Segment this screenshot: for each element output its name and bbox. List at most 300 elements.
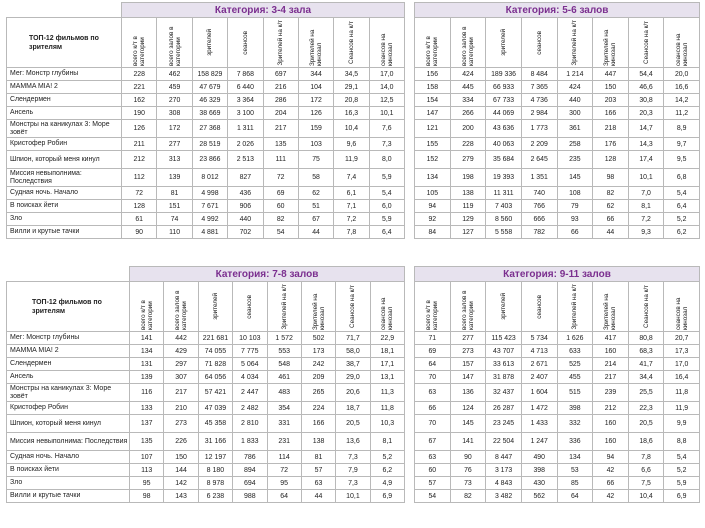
table-cell: 30,8 <box>628 94 664 107</box>
table-cell: 64 <box>267 490 301 503</box>
table-cell: 6 440 <box>228 81 263 94</box>
column-header-label: зрителей <box>211 293 219 320</box>
table-cell: 104 <box>298 81 333 94</box>
table-cell: 54 <box>263 226 298 239</box>
category-title: Категория: 7-8 залов <box>130 267 405 282</box>
panel-category-7-8 <box>6 266 405 503</box>
table-cell: 8,8 <box>664 433 700 451</box>
table-cell: 162 <box>122 94 157 107</box>
film-title: В поисках йети <box>7 200 122 213</box>
table-cell: 60 <box>263 200 298 213</box>
table-cell: 158 <box>415 81 451 94</box>
table-cell: 2 513 <box>228 151 263 169</box>
table-cell: 66 <box>593 213 629 226</box>
column-header <box>263 18 298 68</box>
column-header-label: сеансов <box>246 294 254 319</box>
table-cell: 4 998 <box>192 187 227 200</box>
table-cell: 143 <box>164 490 198 503</box>
table-row <box>7 169 405 187</box>
table-cell: 483 <box>267 384 301 402</box>
table-cell: 10 103 <box>233 332 267 345</box>
column-header <box>593 282 629 332</box>
table-cell: 17,0 <box>664 358 700 371</box>
table-row <box>415 226 700 239</box>
table-cell: 10,1 <box>628 169 664 187</box>
table-row <box>7 68 405 81</box>
category-title: Категория: 9-11 залов <box>415 267 700 282</box>
table-cell: 204 <box>263 107 298 120</box>
table-cell: 553 <box>267 345 301 358</box>
table-cell: 8,0 <box>369 151 404 169</box>
table-row <box>7 226 405 239</box>
table-cell: 8,1 <box>370 433 404 451</box>
table-cell: 214 <box>593 358 629 371</box>
table-cell: 126 <box>298 107 333 120</box>
table-cell: 62 <box>593 200 629 213</box>
table-cell: 69 <box>415 345 451 358</box>
table-cell: 147 <box>415 107 451 120</box>
table-cell: 1 773 <box>521 120 557 138</box>
table-cell: 154 <box>415 94 451 107</box>
table-cell: 141 <box>450 433 486 451</box>
table-cell: 226 <box>164 433 198 451</box>
table-cell: 200 <box>450 120 486 138</box>
column-header <box>415 282 451 332</box>
table-cell: 95 <box>130 477 164 490</box>
table-cell: 110 <box>157 226 192 239</box>
table-cell: 209 <box>301 371 335 384</box>
table-row <box>415 151 700 169</box>
column-header <box>628 282 664 332</box>
table-cell: 3 100 <box>228 107 263 120</box>
table-row <box>7 107 405 120</box>
column-header-label: всего залов в категории <box>460 26 475 66</box>
table-cell: 6,0 <box>369 200 404 213</box>
table-row <box>415 138 700 151</box>
table-cell: 16,4 <box>664 371 700 384</box>
table-cell: 70 <box>415 415 451 433</box>
table-row <box>7 464 405 477</box>
table-cell: 25,5 <box>628 384 664 402</box>
table-cell: 72 <box>267 464 301 477</box>
table-row <box>7 371 405 384</box>
column-header-label: Сеансов на к/т <box>642 21 650 64</box>
column-header-label: Зрителей на к/т <box>280 283 288 330</box>
table-cell: 12 197 <box>198 451 232 464</box>
column-header-label: всего к/т в категории <box>132 36 147 66</box>
table-cell: 424 <box>450 68 486 81</box>
table-cell: 28 519 <box>192 138 227 151</box>
table-cell: 218 <box>593 120 629 138</box>
column-header <box>369 18 404 68</box>
table-row <box>415 451 700 464</box>
blank-cell <box>7 3 122 18</box>
table-row <box>7 151 405 169</box>
film-title: Ансель <box>7 371 130 384</box>
table-cell: 228 <box>450 138 486 151</box>
category-title: Категория: 3-4 зала <box>122 3 405 18</box>
table-cell: 81 <box>301 451 335 464</box>
table-cell: 211 <box>122 138 157 151</box>
column-header <box>521 282 557 332</box>
table-cell: 2 407 <box>521 371 557 384</box>
column-header <box>198 282 232 332</box>
column-header <box>521 18 557 68</box>
panel-category-5-6 <box>414 2 700 239</box>
table-cell: 68,3 <box>628 345 664 358</box>
table-cell: 46 329 <box>192 94 227 107</box>
table-cell: 18,7 <box>336 402 370 415</box>
table-cell: 5,4 <box>369 187 404 200</box>
table-cell: 459 <box>157 81 192 94</box>
table-cell: 64 <box>415 358 451 371</box>
table-cell: 38 669 <box>192 107 227 120</box>
film-title: Монстры на каникулах 3: Море зовёт <box>7 120 122 138</box>
table-cell: 336 <box>557 433 593 451</box>
film-title: Ансель <box>7 107 122 120</box>
table-cell: 57 421 <box>198 384 232 402</box>
table-cell: 11,3 <box>370 384 404 402</box>
table-cell: 138 <box>450 187 486 200</box>
table-cell: 26 287 <box>486 402 522 415</box>
column-header <box>370 282 404 332</box>
table-cell: 4 992 <box>192 213 227 226</box>
table-cell: 8,1 <box>628 200 664 213</box>
table-cell: 7,8 <box>628 451 664 464</box>
table-cell: 90 <box>122 226 157 239</box>
table-cell: 2 810 <box>233 415 267 433</box>
table-cell: 82 <box>450 490 486 503</box>
table-cell: 150 <box>164 451 198 464</box>
table-cell: 5,9 <box>369 169 404 187</box>
table-row <box>7 358 405 371</box>
table-cell: 73 <box>450 477 486 490</box>
table-cell: 633 <box>557 345 593 358</box>
table-cell: 98 <box>130 490 164 503</box>
table-cell: 64 056 <box>198 371 232 384</box>
table-cell: 17,4 <box>628 151 664 169</box>
table-cell: 4,9 <box>370 477 404 490</box>
table-cell: 93 <box>557 213 593 226</box>
table-cell: 63 <box>301 477 335 490</box>
table-cell: 23 866 <box>192 151 227 169</box>
table-cell: 20,3 <box>628 107 664 120</box>
table-cell: 7,4 <box>334 169 369 187</box>
table-cell: 7,2 <box>334 213 369 226</box>
table-cell: 54 <box>415 490 451 503</box>
table-cell: 398 <box>521 464 557 477</box>
table-cell: 47 679 <box>192 81 227 94</box>
column-header <box>228 18 263 68</box>
table-cell: 1 214 <box>557 68 593 81</box>
table-cell: 8 978 <box>198 477 232 490</box>
film-title: Судная ночь. Начало <box>7 451 130 464</box>
stats-table <box>6 2 405 239</box>
table-row <box>415 433 700 451</box>
table-cell: 2 984 <box>521 107 557 120</box>
table-cell: 6,8 <box>664 169 700 187</box>
table-cell: 6,2 <box>664 226 700 239</box>
table-cell: 548 <box>267 358 301 371</box>
table-cell: 17,3 <box>664 345 700 358</box>
table-row <box>7 187 405 200</box>
table-cell: 5 734 <box>521 332 557 345</box>
table-cell: 44 <box>301 490 335 503</box>
table-cell: 217 <box>164 384 198 402</box>
table-cell: 166 <box>593 107 629 120</box>
table-cell: 34,4 <box>628 371 664 384</box>
table-cell: 103 <box>298 138 333 151</box>
column-header-label: Зрителей на к/т <box>571 19 579 66</box>
table-row <box>415 187 700 200</box>
table-cell: 76 <box>450 464 486 477</box>
table-cell: 10,4 <box>628 490 664 503</box>
table-cell: 7,0 <box>628 187 664 200</box>
table-cell: 53 <box>557 464 593 477</box>
table-cell: 297 <box>164 358 198 371</box>
table-cell: 398 <box>557 402 593 415</box>
table-cell: 35 684 <box>486 151 522 169</box>
table-cell: 4 881 <box>192 226 227 239</box>
column-header-label: всего залов в категории <box>460 290 475 330</box>
table-cell: 145 <box>450 415 486 433</box>
column-header <box>486 18 522 68</box>
table-cell: 41,7 <box>628 358 664 371</box>
table-cell: 20,5 <box>336 415 370 433</box>
table-cell: 72 <box>263 169 298 187</box>
table-cell: 1 433 <box>521 415 557 433</box>
table-cell: 436 <box>228 187 263 200</box>
table-cell: 332 <box>557 415 593 433</box>
table-cell: 13,6 <box>336 433 370 451</box>
column-header-label: всего к/т в категории <box>425 300 440 330</box>
table-cell: 988 <box>233 490 267 503</box>
table-cell: 147 <box>450 371 486 384</box>
table-row <box>415 68 700 81</box>
film-title: Зло <box>7 213 122 226</box>
table-cell: 1 572 <box>267 332 301 345</box>
table-cell: 525 <box>557 358 593 371</box>
table-cell: 212 <box>593 402 629 415</box>
table-cell: 67 733 <box>486 94 522 107</box>
table-cell: 22,9 <box>370 332 404 345</box>
table-cell: 22 504 <box>486 433 522 451</box>
table-cell: 29,0 <box>336 371 370 384</box>
table-cell: 160 <box>593 433 629 451</box>
table-cell: 2 447 <box>233 384 267 402</box>
column-header-label: зрителей <box>500 29 508 56</box>
film-title: Вилли и крутые тачки <box>7 226 122 239</box>
table-cell: 3 173 <box>486 464 522 477</box>
table-cell: 150 <box>593 81 629 94</box>
table-cell: 23 245 <box>486 415 522 433</box>
table-cell: 134 <box>415 169 451 187</box>
table-cell: 5,4 <box>664 187 700 200</box>
table-cell: 27 368 <box>192 120 227 138</box>
column-header-label: Зрителей на кинозал <box>603 293 618 330</box>
table-row <box>415 200 700 213</box>
table-cell: 666 <box>521 213 557 226</box>
stats-table <box>414 266 700 503</box>
table-cell: 442 <box>164 332 198 345</box>
table-row <box>415 371 700 384</box>
table-cell: 17,0 <box>369 68 404 81</box>
table-cell: 1 472 <box>521 402 557 415</box>
table-cell: 1 351 <box>521 169 557 187</box>
column-header <box>192 18 227 68</box>
table-cell: 57 <box>301 464 335 477</box>
stats-table <box>6 266 405 503</box>
column-header-label: всего к/т в категории <box>425 36 440 66</box>
table-cell: 2 482 <box>233 402 267 415</box>
table-cell: 44 <box>593 226 629 239</box>
table-cell: 22,3 <box>628 402 664 415</box>
table-cell: 9,7 <box>664 138 700 151</box>
table-cell: 158 829 <box>192 68 227 81</box>
column-header <box>664 282 700 332</box>
table-cell: 58,0 <box>336 345 370 358</box>
table-cell: 5,9 <box>664 477 700 490</box>
table-cell: 114 <box>267 451 301 464</box>
table-row <box>7 415 405 433</box>
film-title: Миссия невыполнима: Последствия <box>7 433 130 451</box>
table-cell: 217 <box>263 120 298 138</box>
table-cell: 697 <box>263 68 298 81</box>
table-cell: 1 833 <box>233 433 267 451</box>
table-cell: 14,3 <box>628 138 664 151</box>
table-cell: 7,3 <box>336 451 370 464</box>
table-cell: 1 604 <box>521 384 557 402</box>
table-row <box>7 120 405 138</box>
table-cell: 10,4 <box>334 120 369 138</box>
table-cell: 74 <box>157 213 192 226</box>
table-cell: 145 <box>557 169 593 187</box>
table-cell: 155 <box>415 138 451 151</box>
table-cell: 217 <box>593 371 629 384</box>
table-cell: 166 <box>301 415 335 433</box>
table-cell: 212 <box>122 151 157 169</box>
table-cell: 31 878 <box>486 371 522 384</box>
table-cell: 152 <box>415 151 451 169</box>
table-cell: 334 <box>450 94 486 107</box>
table-row <box>7 81 405 94</box>
table-cell: 71,7 <box>336 332 370 345</box>
table-cell: 906 <box>228 200 263 213</box>
table-cell: 136 <box>450 384 486 402</box>
table-cell: 116 <box>130 384 164 402</box>
film-title: Судная ночь. Начало <box>7 187 122 200</box>
table-cell: 98 <box>593 169 629 187</box>
column-header <box>298 18 333 68</box>
table-cell: 14,7 <box>628 120 664 138</box>
table-cell: 135 <box>130 433 164 451</box>
table-cell: 7,1 <box>334 200 369 213</box>
table-row <box>7 402 405 415</box>
table-cell: 173 <box>301 345 335 358</box>
table-cell: 4 034 <box>233 371 267 384</box>
table-row <box>7 213 405 226</box>
table-cell: 5,4 <box>664 451 700 464</box>
table-cell: 66 <box>593 477 629 490</box>
column-header <box>334 18 369 68</box>
table-cell: 172 <box>157 120 192 138</box>
film-title: MAMMA MIA! 2 <box>7 81 122 94</box>
table-cell: 1 311 <box>228 120 263 138</box>
corner-label: ТОП-12 фильмов по зрителям <box>7 282 130 332</box>
table-cell: 6,4 <box>369 226 404 239</box>
film-title: Мег: Монстр глубины <box>7 68 122 81</box>
table-cell: 6 238 <box>198 490 232 503</box>
table-row <box>7 138 405 151</box>
table-cell: 57 <box>415 477 451 490</box>
table-cell: 766 <box>521 200 557 213</box>
column-header <box>157 18 192 68</box>
table-cell: 18,1 <box>370 345 404 358</box>
table-cell: 63 <box>415 384 451 402</box>
table-cell: 79 <box>557 200 593 213</box>
table-cell: 128 <box>593 151 629 169</box>
table-row <box>415 81 700 94</box>
table-cell: 128 <box>122 200 157 213</box>
table-cell: 133 <box>130 402 164 415</box>
table-cell: 19 393 <box>486 169 522 187</box>
table-cell: 139 <box>157 169 192 187</box>
table-cell: 447 <box>593 68 629 81</box>
table-cell: 9,3 <box>628 226 664 239</box>
table-cell: 9,5 <box>664 151 700 169</box>
film-title: MAMMA MIA! 2 <box>7 345 130 358</box>
table-cell: 6,9 <box>370 490 404 503</box>
table-cell: 70 <box>415 371 451 384</box>
table-cell: 786 <box>233 451 267 464</box>
table-cell: 300 <box>557 107 593 120</box>
table-cell: 6,2 <box>370 464 404 477</box>
column-header-label: всего залов в категории <box>174 290 189 330</box>
table-cell: 33 613 <box>486 358 522 371</box>
column-header <box>301 282 335 332</box>
table-cell: 124 <box>450 402 486 415</box>
column-header-label: зрителей <box>500 293 508 320</box>
table-cell: 82 <box>593 187 629 200</box>
column-header <box>336 282 370 332</box>
column-header-label: Сеансов на к/т <box>347 21 355 64</box>
table-cell: 344 <box>298 68 333 81</box>
table-cell: 151 <box>157 200 192 213</box>
table-cell: 2 209 <box>521 138 557 151</box>
table-cell: 6,9 <box>664 490 700 503</box>
column-header-label: всего к/т в категории <box>139 300 154 330</box>
table-cell: 46,6 <box>628 81 664 94</box>
table-cell: 138 <box>301 433 335 451</box>
table-cell: 160 <box>593 345 629 358</box>
table-cell: 190 <box>122 107 157 120</box>
table-cell: 8 012 <box>192 169 227 187</box>
table-cell: 490 <box>521 451 557 464</box>
table-cell: 20,6 <box>336 384 370 402</box>
table-cell: 20,8 <box>334 94 369 107</box>
table-cell: 203 <box>593 94 629 107</box>
table-cell: 176 <box>593 138 629 151</box>
table-cell: 16,6 <box>664 81 700 94</box>
table-cell: 7,6 <box>369 120 404 138</box>
table-cell: 156 <box>415 68 451 81</box>
table-cell: 58 <box>298 169 333 187</box>
column-header-label: сеансов <box>535 294 543 319</box>
table-cell: 198 <box>450 169 486 187</box>
table-cell: 10,3 <box>370 415 404 433</box>
table-row <box>415 332 700 345</box>
table-cell: 141 <box>130 332 164 345</box>
